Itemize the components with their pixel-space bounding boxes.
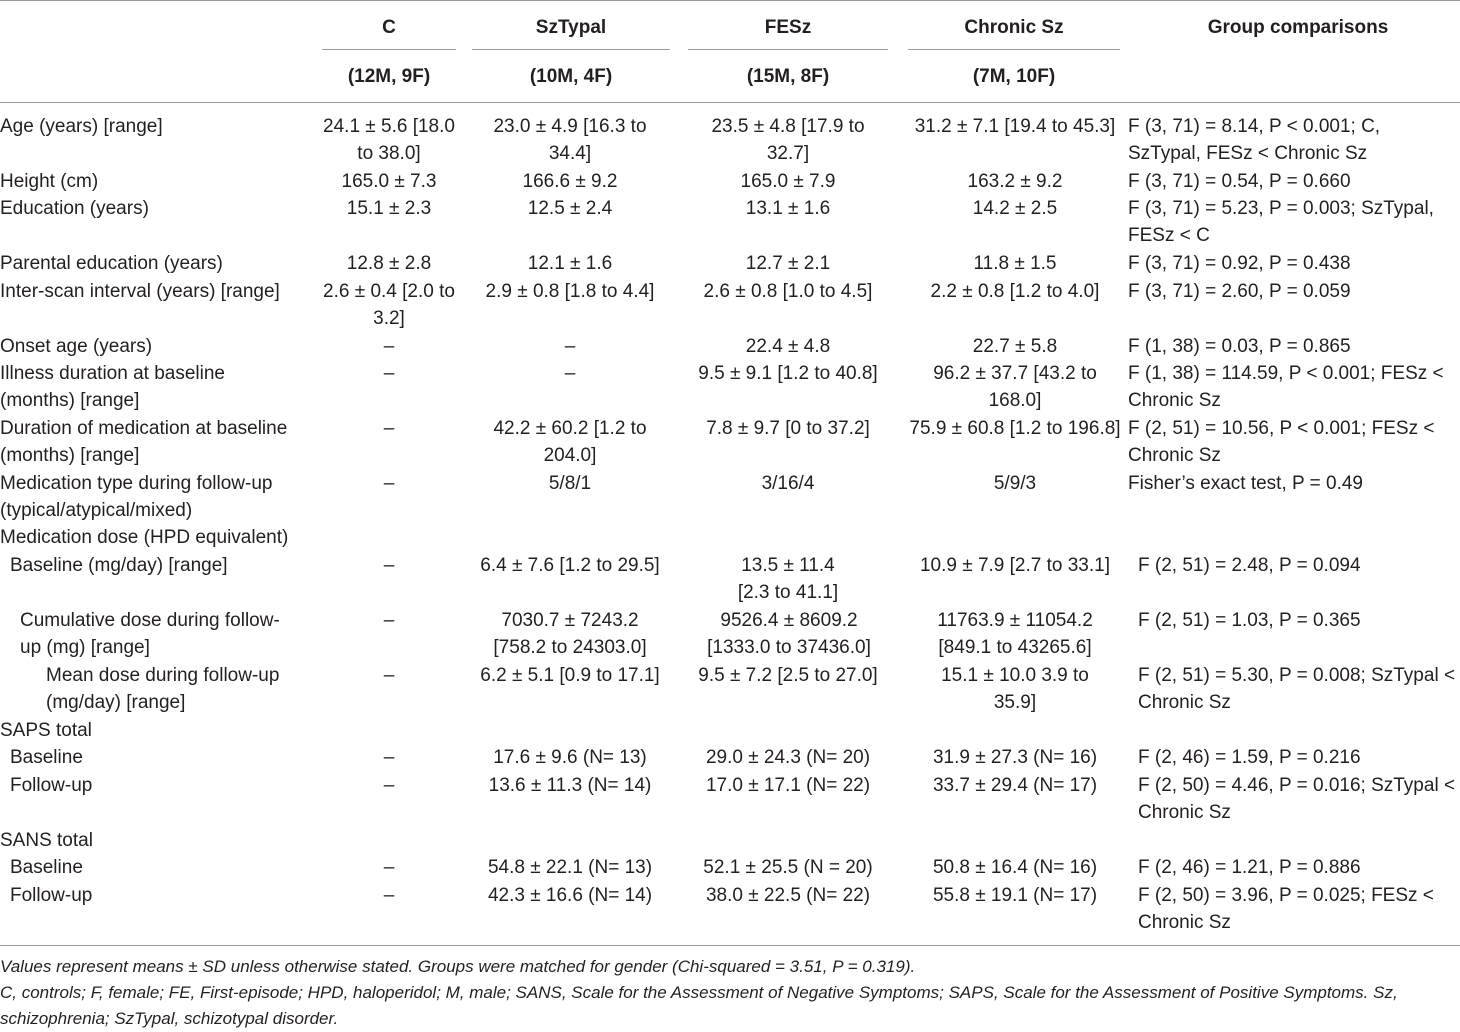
- row-label: Baseline: [10, 857, 83, 878]
- row-label: SANS total: [0, 830, 93, 851]
- cell-c: 165.0 ± 7.3: [341, 171, 437, 192]
- col-header-sztypal: SzTypal: [535, 17, 607, 38]
- cell-chronic-sz: 50.8 ± 16.4 (N= 16): [932, 857, 1098, 878]
- cell-sztypal: 6.2 ± 5.1 [0.9 to 17.1]: [480, 665, 660, 686]
- cell-chronic-sz: 31.2 ± 7.1 [19.4 to 45.3]: [914, 116, 1116, 137]
- cell-comparison: F (3, 71) = 0.92, P = 0.438: [1128, 253, 1351, 274]
- cell-comparison: F (2, 46) = 1.21, P = 0.886: [1138, 857, 1361, 878]
- cell-comparison: F (2, 51) = 10.56, P < 0.001; FESz < Chronic Sz: [1128, 418, 1435, 466]
- cell-fesz: 13.5 ± 11.4 [2.3 to 41.1]: [737, 555, 839, 603]
- cell-sztypal: 2.9 ± 0.8 [1.8 to 4.4]: [485, 281, 655, 302]
- cell-sztypal: –: [564, 336, 576, 357]
- row-label: Medication dose (HPD equivalent): [0, 527, 289, 548]
- cell-c: –: [383, 555, 395, 576]
- cell-chronic-sz: 33.7 ± 29.4 (N= 17): [932, 775, 1098, 796]
- count-sztypal: (10M, 4F): [529, 66, 613, 87]
- row-label: Illness duration at baseline (months) [range]: [0, 363, 225, 411]
- col-header-chronic-sz: Chronic Sz: [964, 17, 1064, 38]
- cell-c: –: [383, 665, 395, 686]
- count-fesz: (15M, 8F): [746, 66, 830, 87]
- cell-comparison: F (3, 71) = 0.54, P = 0.660: [1128, 171, 1351, 192]
- cell-fesz: 165.0 ± 7.9: [740, 171, 836, 192]
- row-label: Follow-up: [10, 885, 93, 906]
- cell-c: 2.6 ± 0.4 [2.0 to 3.2]: [323, 281, 455, 329]
- cell-sztypal: 42.2 ± 60.2 [1.2 to 204.0]: [493, 418, 647, 466]
- row-label: Height (cm): [0, 171, 99, 192]
- cell-fesz: 9.5 ± 9.1 [1.2 to 40.8]: [698, 363, 878, 384]
- cell-c: –: [383, 418, 395, 439]
- cell-chronic-sz: 96.2 ± 37.7 [43.2 to 168.0]: [933, 363, 1097, 411]
- header-underline-c: [322, 49, 456, 50]
- cell-comparison: F (2, 51) = 1.03, P = 0.365: [1138, 610, 1361, 631]
- footnote-abbreviations: C, controls; F, female; FE, First-episode; HPD, haloperidol; M, male; SANS, Scale for the Assessment of Negative Symptoms; SAPS, Scale for the Assessment of Positive Symptoms. Sz, schizophrenia; SzTypal, schizotypal disorder.: [0, 983, 1398, 1028]
- cell-fesz: 29.0 ± 24.3 (N= 20): [705, 747, 871, 768]
- cell-c: –: [383, 747, 395, 768]
- cell-sztypal: 166.6 ± 9.2: [522, 171, 618, 192]
- cell-sztypal: 6.4 ± 7.6 [1.2 to 29.5]: [480, 555, 660, 576]
- row-label: Education (years): [0, 198, 149, 219]
- row-label: Cumulative dose during follow-up (mg) [range]: [20, 610, 280, 658]
- cell-sztypal: 23.0 ± 4.9 [16.3 to 34.4]: [493, 116, 647, 164]
- header-underline-fesz: [688, 49, 888, 50]
- row-label: Baseline: [10, 747, 83, 768]
- cell-c: –: [383, 885, 395, 906]
- cell-sztypal: 12.1 ± 1.6: [527, 253, 613, 274]
- cell-fesz: 9.5 ± 7.2 [2.5 to 27.0]: [698, 665, 878, 686]
- row-label: Age (years) [range]: [0, 116, 163, 137]
- cell-comparison: F (1, 38) = 0.03, P = 0.865: [1128, 336, 1351, 357]
- row-label: Duration of medication at baseline (months) [range]: [0, 418, 288, 466]
- col-header-fesz: FESz: [764, 17, 812, 38]
- row-label: Onset age (years): [0, 336, 153, 357]
- col-header-c: C: [382, 17, 396, 38]
- cell-sztypal: 54.8 ± 22.1 (N= 13): [487, 857, 653, 878]
- row-label: Baseline (mg/day) [range]: [10, 555, 228, 576]
- cell-fesz: 52.1 ± 25.5 (N = 20): [703, 857, 873, 878]
- cell-fesz: 3/16/4: [761, 473, 815, 494]
- cell-chronic-sz: 55.8 ± 19.1 (N= 17): [932, 885, 1098, 906]
- cell-comparison: F (3, 71) = 8.14, P < 0.001; C, SzTypal, FESz < Chronic Sz: [1128, 116, 1381, 164]
- cell-c: –: [383, 610, 395, 631]
- cell-comparison: F (2, 50) = 3.96, P = 0.025; FESz < Chronic Sz: [1138, 885, 1434, 933]
- cell-sztypal: 5/8/1: [548, 473, 592, 494]
- row-label: Mean dose during follow-up (mg/day) [range]: [46, 665, 280, 713]
- cell-fesz: 13.1 ± 1.6: [745, 198, 831, 219]
- cell-c: –: [383, 775, 395, 796]
- cell-comparison: F (3, 71) = 5.23, P = 0.003; SzTypal, FESz < C: [1128, 198, 1434, 246]
- cell-chronic-sz: 75.9 ± 60.8 [1.2 to 196.8]: [909, 418, 1121, 439]
- cell-sztypal: 13.6 ± 11.3 (N= 14): [488, 775, 652, 796]
- cell-fesz: 2.6 ± 0.8 [1.0 to 4.5]: [703, 281, 873, 302]
- cell-chronic-sz: 11.8 ± 1.5: [973, 253, 1057, 274]
- cell-comparison: F (2, 51) = 5.30, P = 0.008; SzTypal < Chronic Sz: [1138, 665, 1456, 713]
- cell-fesz: 38.0 ± 22.5 (N= 22): [705, 885, 871, 906]
- cell-comparison: F (3, 71) = 2.60, P = 0.059: [1128, 281, 1351, 302]
- header-rule: [0, 102, 1460, 103]
- cell-c: –: [383, 473, 395, 494]
- cell-chronic-sz: 10.9 ± 7.9 [2.7 to 33.1]: [919, 555, 1110, 576]
- cell-fesz: 22.4 ± 4.8: [745, 336, 831, 357]
- cell-chronic-sz: 2.2 ± 0.8 [1.2 to 4.0]: [930, 281, 1100, 302]
- cell-sztypal: 17.6 ± 9.6 (N= 13): [493, 747, 647, 768]
- header-underline-chronic-sz: [908, 49, 1120, 50]
- cell-chronic-sz: 31.9 ± 27.3 (N= 16): [932, 747, 1098, 768]
- cell-comparison: Fisher’s exact test, P = 0.49: [1128, 473, 1363, 494]
- cell-fesz: 12.7 ± 2.1: [745, 253, 831, 274]
- cell-fesz: 17.0 ± 17.1 (N= 22): [705, 775, 871, 796]
- cell-fesz: 7.8 ± 9.7 [0 to 37.2]: [706, 418, 870, 439]
- cell-chronic-sz: 11763.9 ± 11054.2 [849.1 to 43265.6]: [937, 610, 1093, 658]
- cell-fesz: 23.5 ± 4.8 [17.9 to 32.7]: [711, 116, 865, 164]
- cell-sztypal: 12.5 ± 2.4: [527, 198, 613, 219]
- header-underline-sztypal: [472, 49, 670, 50]
- cell-c: –: [383, 857, 395, 878]
- cell-fesz: 9526.4 ± 8609.2 [1333.0 to 37436.0]: [707, 610, 871, 658]
- row-label: Parental education (years): [0, 253, 223, 274]
- cell-c: –: [383, 363, 395, 384]
- col-header-group-comparisons: Group comparisons: [1207, 17, 1389, 38]
- cell-c: 15.1 ± 2.3: [346, 198, 432, 219]
- row-label: Medication type during follow-up (typical/atypical/mixed): [0, 473, 273, 521]
- count-chronic-sz: (7M, 10F): [972, 66, 1056, 87]
- cell-sztypal: 42.3 ± 16.6 (N= 14): [487, 885, 653, 906]
- cell-sztypal: 7030.7 ± 7243.2 [758.2 to 24303.0]: [493, 610, 647, 658]
- cell-chronic-sz: 5/9/3: [993, 473, 1037, 494]
- bottom-rule: [0, 945, 1460, 946]
- row-label: Inter-scan interval (years) [range]: [0, 281, 280, 302]
- footnote-values: Values represent means ± SD unless otherwise stated. Groups were matched for gender (Chi-squared = 3.51, P = 0.319).: [0, 957, 916, 976]
- count-c: (12M, 9F): [347, 66, 431, 87]
- top-rule: [0, 0, 1460, 1]
- cell-comparison: F (2, 50) = 4.46, P = 0.016; SzTypal < Chronic Sz: [1138, 775, 1456, 823]
- cell-chronic-sz: 22.7 ± 5.8: [972, 336, 1058, 357]
- cell-comparison: F (2, 46) = 1.59, P = 0.216: [1138, 747, 1361, 768]
- cell-sztypal: –: [564, 363, 576, 384]
- cell-chronic-sz: 14.2 ± 2.5: [972, 198, 1058, 219]
- cell-c: 12.8 ± 2.8: [346, 253, 432, 274]
- cell-chronic-sz: 15.1 ± 10.0 3.9 to 35.9]: [941, 665, 1089, 713]
- row-label: SAPS total: [0, 720, 92, 741]
- row-label: Follow-up: [10, 775, 93, 796]
- cell-c: 24.1 ± 5.6 [18.0 to 38.0]: [323, 116, 455, 164]
- cell-c: –: [383, 336, 395, 357]
- cell-comparison: F (1, 38) = 114.59, P < 0.001; FESz < Chronic Sz: [1128, 363, 1444, 411]
- cell-chronic-sz: 163.2 ± 9.2: [967, 171, 1063, 192]
- cell-comparison: F (2, 51) = 2.48, P = 0.094: [1138, 555, 1361, 576]
